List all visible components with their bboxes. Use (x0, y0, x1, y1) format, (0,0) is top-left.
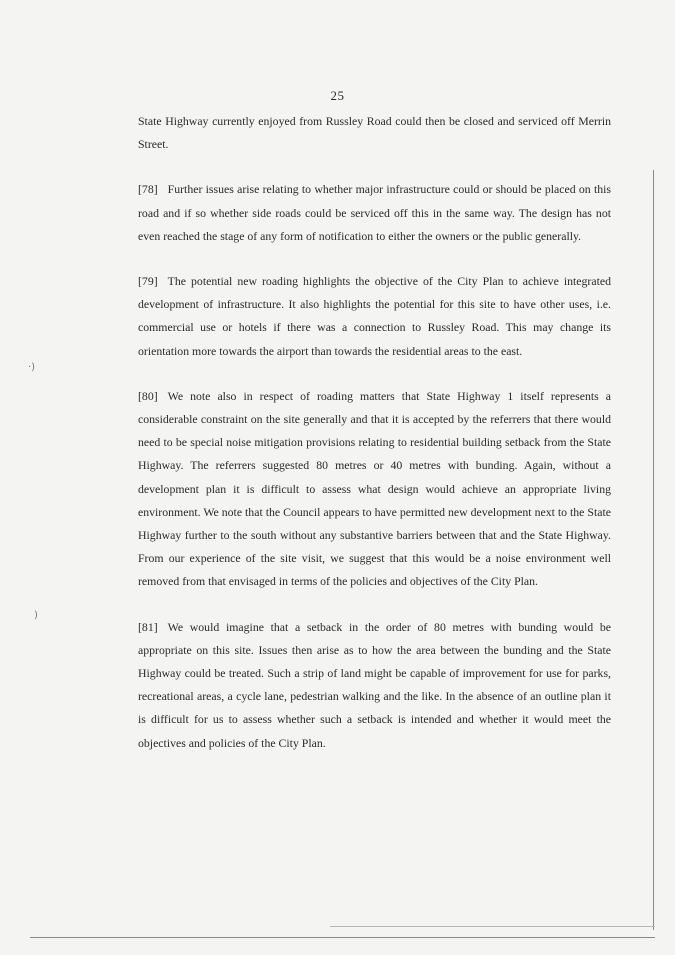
paragraph-80 (138, 385, 611, 594)
paragraph-text: State Highway currently enjoyed from Russley Road could then be closed and serviced off Merrin Street. (138, 114, 611, 152)
paragraph-78 (138, 178, 611, 248)
paragraph-text: The potential new roading highlights the objective of the City Plan to achieve integrated development of infrastructure. It also highlights the potential for this site to have other uses, i.e. commercial use or hotels if there was a connection to Russley Road. This may change its orientation more towards the airport than towards the residential areas to the east. (138, 274, 611, 358)
paragraph-81 (138, 616, 611, 755)
paragraph-number: [79] (138, 274, 158, 289)
scan-edge-bottom-inner (330, 926, 655, 927)
document-body (138, 110, 611, 777)
scan-artifact-mark: ) (34, 610, 38, 621)
paragraph-text: We note also in respect of roading matters that State Highway 1 itself represents a considerable constraint on the site generally and that it is accepted by the referrers that there would need to be special noise mitigation provisions relating to residential building setback from the State Highway. The referrers suggested 80 metres or 40 metres with bunding. Again, without a development plan it is difficult to assess what design would achieve an appropriate living environment. We note that the Council appears to have permitted new development next to the State Highway further to the south without any substantive barriers between that and the State Highway. From our experience of the site visit, we suggest that this would be a noise environment well removed from that envisaged in terms of the policies and objectives of the City Plan. (138, 388, 611, 589)
paragraph-text: Further issues arise relating to whether major infrastructure could or should be placed on this road and if so whether side roads could be serviced off this in the same way. The design has not even reached the stage of any form of notification to either the owners or the public generally. (138, 182, 611, 243)
paragraph-continuation (138, 110, 611, 156)
scan-edge-bottom (30, 937, 655, 938)
paragraph-text: We would imagine that a setback in the order of 80 metres with bunding would be appropriate on this site. Issues then arise as to how the area between the bunding and the State Highway could be treated. Such a strip of land might be capable of improvement for use for parks, recreational areas, a cycle lane, pedestrian walking and the like. In the absence of an outline plan it is difficult for us to assess whether such a setback is intended and whether it would meet the objectives and policies of the City Plan. (138, 619, 611, 750)
scan-edge-right (653, 170, 654, 930)
paragraph-number: [80] (138, 388, 158, 403)
paragraph-79 (138, 270, 611, 363)
scan-artifact-mark: ·) (28, 362, 36, 373)
page-number: 25 (330, 88, 345, 103)
paragraph-number: [78] (138, 182, 158, 197)
paragraph-number: [81] (138, 619, 158, 634)
